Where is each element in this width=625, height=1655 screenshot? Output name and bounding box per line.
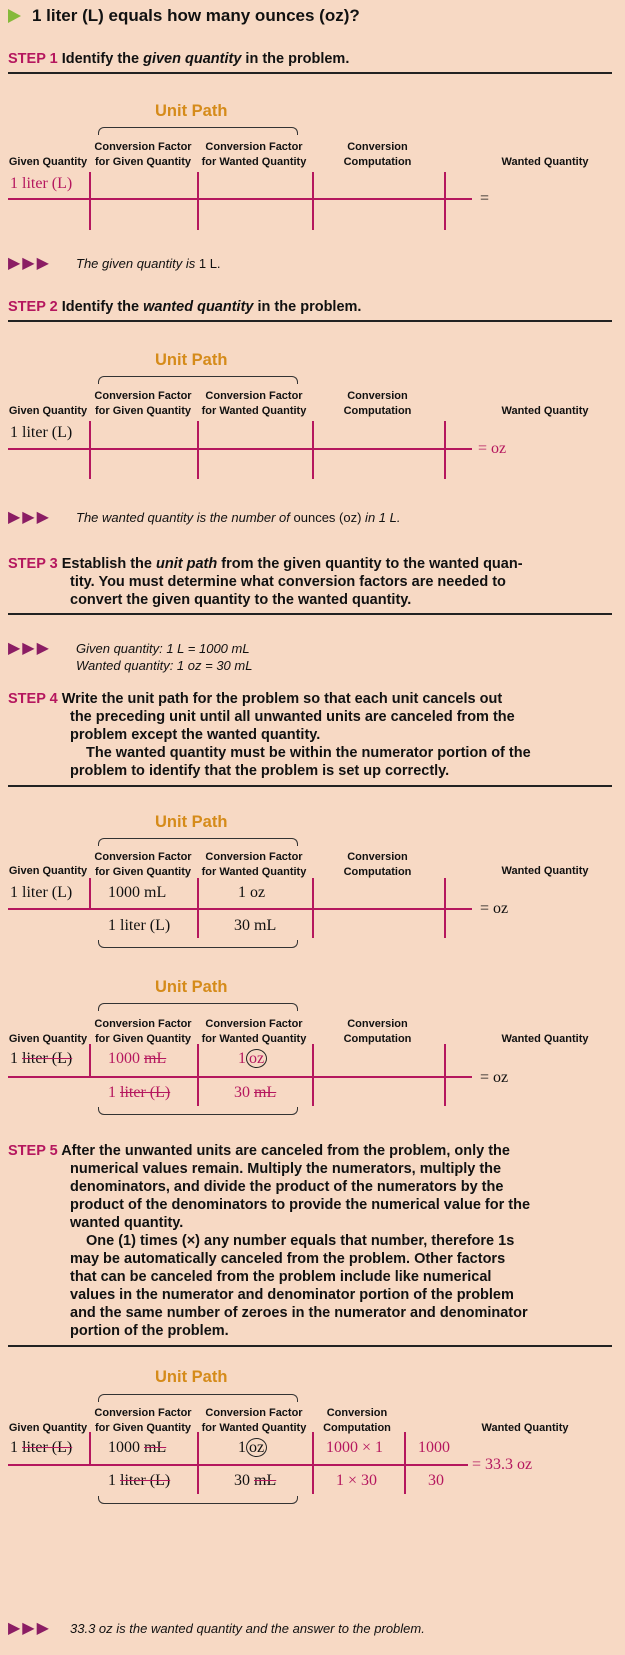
hdr-given-3: Given Quantity bbox=[8, 865, 88, 877]
step1-hline bbox=[8, 198, 472, 200]
hdr-wanted-5: Wanted Quantity bbox=[481, 1422, 569, 1434]
step4c-given: 1 liter (L) bbox=[10, 1050, 73, 1067]
hdr-wanted-4: Wanted Quantity bbox=[501, 1033, 589, 1045]
unit-path-brace-bottom-4 bbox=[98, 1107, 298, 1115]
step4-den1: 1 liter (L) bbox=[108, 917, 171, 934]
hdr-cf-wanted-2: Conversion Factor for Wanted Quantity bbox=[201, 390, 307, 417]
unit-path-brace-bottom-3 bbox=[98, 940, 298, 948]
title-arrow-icon bbox=[8, 9, 21, 23]
hdr-wanted-2: Wanted Quantity bbox=[501, 405, 589, 417]
step5-rule bbox=[8, 1345, 612, 1347]
step3-note: Given quantity: 1 L = 1000 mL Wanted quantity: 1 oz = 30 mL bbox=[76, 641, 253, 673]
step5-num1: 1000 mL bbox=[108, 1439, 167, 1456]
step2-vline-3 bbox=[312, 421, 314, 479]
step5-num2: 1 oz bbox=[238, 1438, 267, 1457]
step5-result: = 33.3 oz bbox=[472, 1456, 533, 1473]
step4-num2: 1 oz bbox=[238, 884, 266, 901]
step1-vline-4 bbox=[444, 172, 446, 230]
hdr-given-2: Given Quantity bbox=[8, 405, 88, 417]
step2-hline bbox=[8, 448, 472, 450]
step1-text-b: in the problem. bbox=[241, 51, 350, 67]
step4-den2: 30 mL bbox=[234, 917, 277, 934]
step4c-hline bbox=[8, 1076, 472, 1078]
step5-vline-4 bbox=[404, 1432, 406, 1494]
step4-vline-3 bbox=[312, 878, 314, 938]
step3-heading: STEP 3 Establish the unit path from the given quantity to the wanted quan- tity. You must determine what conversion factors are needed to convert the given quantity to the wanted quantity. bbox=[8, 556, 523, 608]
hdr-given-5: Given Quantity bbox=[8, 1422, 88, 1434]
step5-den2: 30 mL bbox=[234, 1472, 277, 1489]
step5-vline-2 bbox=[197, 1432, 199, 1494]
step3-arrows-icon: ▶▶▶ bbox=[8, 640, 51, 657]
step5-given: 1 liter (L) bbox=[10, 1439, 73, 1456]
unit-path-title-4: Unit Path bbox=[155, 978, 228, 996]
step1-vline-1 bbox=[89, 172, 91, 230]
step5-note: 33.3 oz is the wanted quantity and the answer to the problem. bbox=[70, 1621, 425, 1636]
unit-path-brace-3 bbox=[98, 838, 298, 846]
step4-rule bbox=[8, 785, 612, 787]
step1-equals: = bbox=[480, 190, 490, 207]
step4-vline-4 bbox=[444, 878, 446, 938]
step4-hline bbox=[8, 908, 472, 910]
step1-heading bbox=[8, 50, 349, 68]
unit-path-title-5: Unit Path bbox=[155, 1368, 228, 1386]
hdr-given-4: Given Quantity bbox=[8, 1033, 88, 1045]
unit-path-title-1: Unit Path bbox=[155, 102, 228, 120]
step5-frac-den: 30 bbox=[428, 1472, 444, 1489]
hdr-cf-given-5: Conversion Factor for Given Quantity bbox=[94, 1407, 192, 1434]
step4c-num1: 1000 mL bbox=[108, 1050, 167, 1067]
step4c-vline-2 bbox=[197, 1044, 199, 1106]
unit-path-brace-5 bbox=[98, 1394, 298, 1402]
hdr-cf-given-1: Conversion Factor for Given Quantity bbox=[94, 141, 192, 168]
hdr-wanted-3: Wanted Quantity bbox=[501, 865, 589, 877]
hdr-cf-given-4: Conversion Factor for Given Quantity bbox=[94, 1018, 192, 1045]
step3-rule bbox=[8, 613, 612, 615]
oz-circle-2: oz bbox=[246, 1438, 267, 1457]
step5-arrows-icon: ▶▶▶ bbox=[8, 1620, 51, 1637]
step4c-vline-3 bbox=[312, 1044, 314, 1106]
hdr-given-1: Given Quantity bbox=[8, 156, 88, 168]
hdr-computation-4: Conversion Computation bbox=[343, 1018, 412, 1045]
step2-heading: STEP 2 Identify the wanted quantity in the problem. bbox=[8, 299, 362, 315]
hdr-cf-wanted-1: Conversion Factor for Wanted Quantity bbox=[201, 141, 307, 168]
step5-vline-3 bbox=[312, 1432, 314, 1494]
step1-vline-3 bbox=[312, 172, 314, 230]
step2-vline-1 bbox=[89, 421, 91, 479]
hdr-computation-5: Conversion Computation bbox=[323, 1407, 391, 1434]
step2-rule bbox=[8, 320, 612, 322]
step5-comp-num: 1000 × 1 bbox=[326, 1439, 384, 1456]
unit-path-brace-bottom-5 bbox=[98, 1496, 298, 1504]
step4c-vline-4 bbox=[444, 1044, 446, 1106]
step4-vline-1 bbox=[89, 878, 91, 908]
unit-path-brace-2 bbox=[98, 376, 298, 384]
step1-arrows-icon: ▶▶▶ bbox=[8, 255, 51, 272]
unit-path-brace-4 bbox=[98, 1003, 298, 1011]
step2-result: = oz bbox=[478, 440, 507, 457]
step2-given-value: 1 liter (L) bbox=[10, 424, 73, 441]
page-title: 1 liter (L) equals how many ounces (oz)? bbox=[32, 6, 360, 25]
step4-result: = oz bbox=[480, 900, 509, 917]
step4-given-value: 1 liter (L) bbox=[10, 884, 73, 901]
step4c-vline-1 bbox=[89, 1044, 91, 1076]
oz-circle: oz bbox=[246, 1049, 267, 1068]
step1-given-value: 1 liter (L) bbox=[10, 175, 73, 192]
step5-den1: 1 liter (L) bbox=[108, 1472, 171, 1489]
step2-note: The wanted quantity is the number of ounces (oz) in 1 L. bbox=[76, 510, 401, 525]
step1-text-em: given quantity bbox=[143, 51, 242, 67]
step5-hline bbox=[8, 1464, 468, 1466]
step4c-result: = oz bbox=[480, 1069, 509, 1086]
step1-label: STEP 1 bbox=[8, 51, 58, 67]
hdr-cf-wanted-5: Conversion Factor for Wanted Quantity bbox=[201, 1407, 307, 1434]
hdr-cf-given-3: Conversion Factor for Given Quantity bbox=[94, 851, 192, 878]
hdr-wanted-1: Wanted Quantity bbox=[501, 156, 589, 168]
unit-path-brace-1 bbox=[98, 127, 298, 135]
step4-heading: STEP 4 Write the unit path for the problem so that each unit cancels out the preceding unit until all unwanted units are canceled from the problem except the wanted quantity. The wanted quantity must be within the numerator portion of the problem to identify that the problem is set up correctly. bbox=[8, 691, 531, 779]
step4-num1: 1000 mL bbox=[108, 884, 167, 901]
hdr-cf-wanted-4: Conversion Factor for Wanted Quantity bbox=[201, 1018, 307, 1045]
step5-vline-1 bbox=[89, 1432, 91, 1464]
hdr-cf-given-2: Conversion Factor for Given Quantity bbox=[94, 390, 192, 417]
step2-arrows-icon: ▶▶▶ bbox=[8, 509, 51, 526]
step2-vline-2 bbox=[197, 421, 199, 479]
step4-vline-2 bbox=[197, 878, 199, 938]
unit-path-title-3: Unit Path bbox=[155, 813, 228, 831]
hdr-computation-3: Conversion Computation bbox=[343, 851, 412, 878]
hdr-computation-1: Conversion Computation bbox=[343, 141, 412, 168]
step1-rule bbox=[8, 72, 612, 74]
hdr-cf-wanted-3: Conversion Factor for Wanted Quantity bbox=[201, 851, 307, 878]
step5-frac-num: 1000 bbox=[418, 1439, 450, 1456]
step1-vline-2 bbox=[197, 172, 199, 230]
step2-label: STEP 2 bbox=[8, 299, 58, 315]
step4c-den1: 1 liter (L) bbox=[108, 1084, 171, 1101]
step5-heading: STEP 5 After the unwanted units are canceled from the problem, only the numerical values remain. Multiply the numerators, multiply the denominators, and divide the product of the numerators by the product of the denominators to provide the numerical value for the wanted quantity. One (1) times (×) any number equals that number, therefore 1s may be automatically canceled from the problem. Other factors that can be canceled from the problem include like numerical values in the numerator and denominator portion of the problem and the same number of zeroes in the numerator and denominator portion of the problem. bbox=[8, 1143, 531, 1339]
step4c-den2: 30 mL bbox=[234, 1084, 277, 1101]
step2-vline-4 bbox=[444, 421, 446, 479]
step1-text-a: Identify the bbox=[61, 51, 144, 67]
hdr-computation-2: Conversion Computation bbox=[343, 390, 412, 417]
step4c-num2: 1 oz bbox=[238, 1049, 267, 1068]
unit-path-title-2: Unit Path bbox=[155, 351, 228, 369]
step1-note: The given quantity is 1 L. bbox=[76, 256, 221, 271]
step5-comp-den: 1 × 30 bbox=[336, 1472, 378, 1489]
